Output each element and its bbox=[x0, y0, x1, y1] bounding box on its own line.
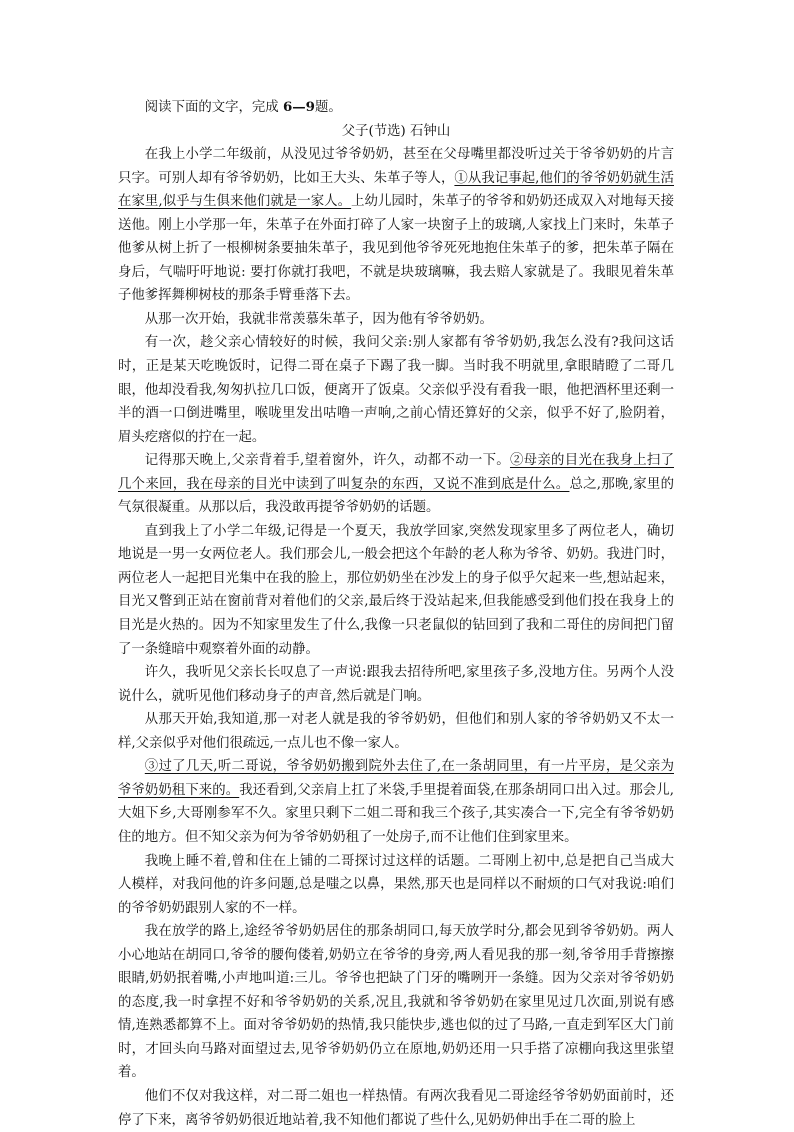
paragraph bbox=[118, 143, 674, 308]
paragraph bbox=[118, 1085, 674, 1132]
underlined-sentence: ②母亲的目光在我身上扫了几个来回，我在母亲的目光中读到了叫复杂的东西，又说不准到底是什么。 bbox=[118, 453, 674, 492]
document-page bbox=[118, 96, 674, 1132]
underlined-sentence: ①从我记事起,他们的爷爷奶奶就生活在家里,似乎与生俱来他们就是一家人。 bbox=[118, 170, 674, 210]
text-segment: 他们不仅对我这样，对二哥二姐也一样热情。有两次我看见二哥途经爷爷奶奶面前时，还停了下来，离爷爷奶奶很近地站着,我不知他们都说了些什么,见奶奶伸出手在二哥的脸上 bbox=[118, 1088, 674, 1128]
paragraph bbox=[118, 850, 674, 921]
text-segment: 从那一次开始，我就非常羡慕朱革子，因为他有爷爷奶奶。 bbox=[144, 311, 493, 327]
text-segment: 直到我上了小学二年级,记得是一个夏天，我放学回家,突然发现家里多了两位老人，确切地说是一男一女两位老人。我们那会儿,一般会把这个年龄的老人称为爷爷、奶奶。我进门时，两位老人一起把目光集中在我的脸上，那位奶奶坐在沙发上的身子似乎欠起来一些,想站起来，目光又瞥到正站在窗前背对着他们的父亲,最后终于没站起来,但我能感受到他们投在我身上的目光是火热的。因为不知家里发生了什么,我像一只老鼠似的钻回到了我和二哥住的房间把门留了一条缝暗中观察着外面的动静。 bbox=[118, 523, 674, 657]
paragraph bbox=[118, 661, 674, 708]
paragraph bbox=[118, 331, 674, 449]
text-segment: 我晚上睡不着,曾和住在上铺的二哥探讨过这样的话题。二哥刚上初中,总是把自己当成大人模样，对我问他的许多问题,总是嗤之以鼻，果然,那天也是同样以不耐烦的口气对我说:咱们的爷爷奶奶跟别人家的不一样。 bbox=[118, 853, 674, 916]
instruction-line bbox=[118, 96, 674, 120]
paragraph bbox=[118, 708, 674, 755]
instruction-range: 6—9 bbox=[282, 99, 315, 115]
text-segment: 总之,那晚,家里的气氛很凝重。从那以后，我没敢再提爷爷奶奶的话题。 bbox=[118, 476, 674, 516]
text-segment: 我在放学的路上,途经爷爷奶奶居住的那条胡同口,每天放学时分,都会见到爷爷奶奶。两人小心地站在胡同口,爷爷的腰佝偻着,奶奶立在爷爷的身旁,两人看见我的那一刻,爷爷用手背擦擦眼睛,奶奶抿着嘴,小声地叫道:三儿。爷爷也把缺了门牙的嘴咧开一条缝。因为父亲对爷爷奶奶的态度,我一时拿捏不好和爷爷奶奶的关系,况且,我就和爷爷奶奶在家里见过几次面,别说有感情,连熟悉都算不上。面对爷爷奶奶的热情,我只能快步,逃也似的过了马路,一直走到军区大门前时，才回头向马路对面望过去,见爷爷奶奶仍立在原地,奶奶还用一只手搭了凉棚向我这里张望着。 bbox=[118, 924, 674, 1081]
text-segment: 记得那天晚上,父亲背着手,望着窗外，许久，动都不动一下。 bbox=[144, 453, 510, 469]
text-segment: 我还看到,父亲肩上扛了米袋,手里提着面袋,在那条胡同口出入过。那会儿,大姐下乡,大哥刚参军不久。家里只剩下二姐二哥和我三个孩子,其实凑合一下,完全有爷爷奶奶住的地方。但不知父亲为何为爷爷奶奶租了一处房子,而不让他们住到家里来。 bbox=[118, 782, 674, 845]
underlined-sentence: ③过了几天,听二哥说，爷爷奶奶搬到院外去住了,在一条胡同里，有一片平房，是父亲为爷爷奶奶租下来的。 bbox=[118, 759, 674, 798]
text-segment: 在我上小学二年级前，从没见过爷爷奶奶，甚至在父母嘴里都没听过关于爷爷奶奶的片言只字。可别人却有爷爷奶奶，比如王大头、朱革子等人， bbox=[118, 147, 674, 186]
instruction-after: 题。 bbox=[315, 100, 342, 115]
text-segment: 从那天开始,我知道,那一对老人就是我的爷爷奶奶，但他们和别人家的爷爷奶奶又不太一样,父亲似乎对他们很疏远,一点儿也不像一家人。 bbox=[118, 712, 674, 751]
paragraph bbox=[118, 755, 674, 849]
article-body bbox=[118, 143, 674, 1132]
paragraph bbox=[118, 920, 674, 1085]
instruction-before: 阅读下面的文字，完成 bbox=[144, 100, 283, 115]
paragraph bbox=[118, 308, 674, 332]
article-title: 父子(节选) 石钟山 bbox=[341, 123, 451, 139]
text-segment: 有一次，趁父亲心情较好的时候，我问父亲:别人家都有爷爷奶奶,我怎么没有?我问这话时，正是某天吃晚饭时，记得二哥在桌子下踢了我一脚。当时我不明就里,拿眼睛瞪了二哥几眼，他却没看我,匆匆扒拉几口饭，便离开了饭桌。父亲似乎没有看我一眼，他把酒杯里还剩一半的酒一口倒进嘴里，喉咙里发出咕噜一声响,之前心情还算好的父亲，似乎不好了,脸阴着，眉头疙瘩似的拧在一起。 bbox=[118, 335, 674, 445]
paragraph bbox=[118, 449, 674, 520]
text-segment: 许久，我听见父亲长长叹息了一声说:跟我去招待所吧,家里孩子多,没地方住。另两个人没说什么，就听见他们移动身子的声音,然后就是门响。 bbox=[118, 665, 674, 704]
paragraph bbox=[118, 520, 674, 661]
text-segment: 上幼儿园时，朱革子的爷爷和奶奶还成双入对地每天接送他。刚上小学那一年，朱革子在外面打碎了人家一块窗子上的玻璃,人家找上门来时，朱革子他爹从树上折了一根柳树条要抽朱革子，我见到他爷爷死死地抱住朱革子的爹，把朱革子隔在身后，气喘吁吁地说: 要打你就打我吧，不就是块玻璃嘛，我去赔人家就是了。我眼见着朱革子他爹挥舞柳树枝的那条手臂垂落下去。 bbox=[118, 194, 674, 304]
